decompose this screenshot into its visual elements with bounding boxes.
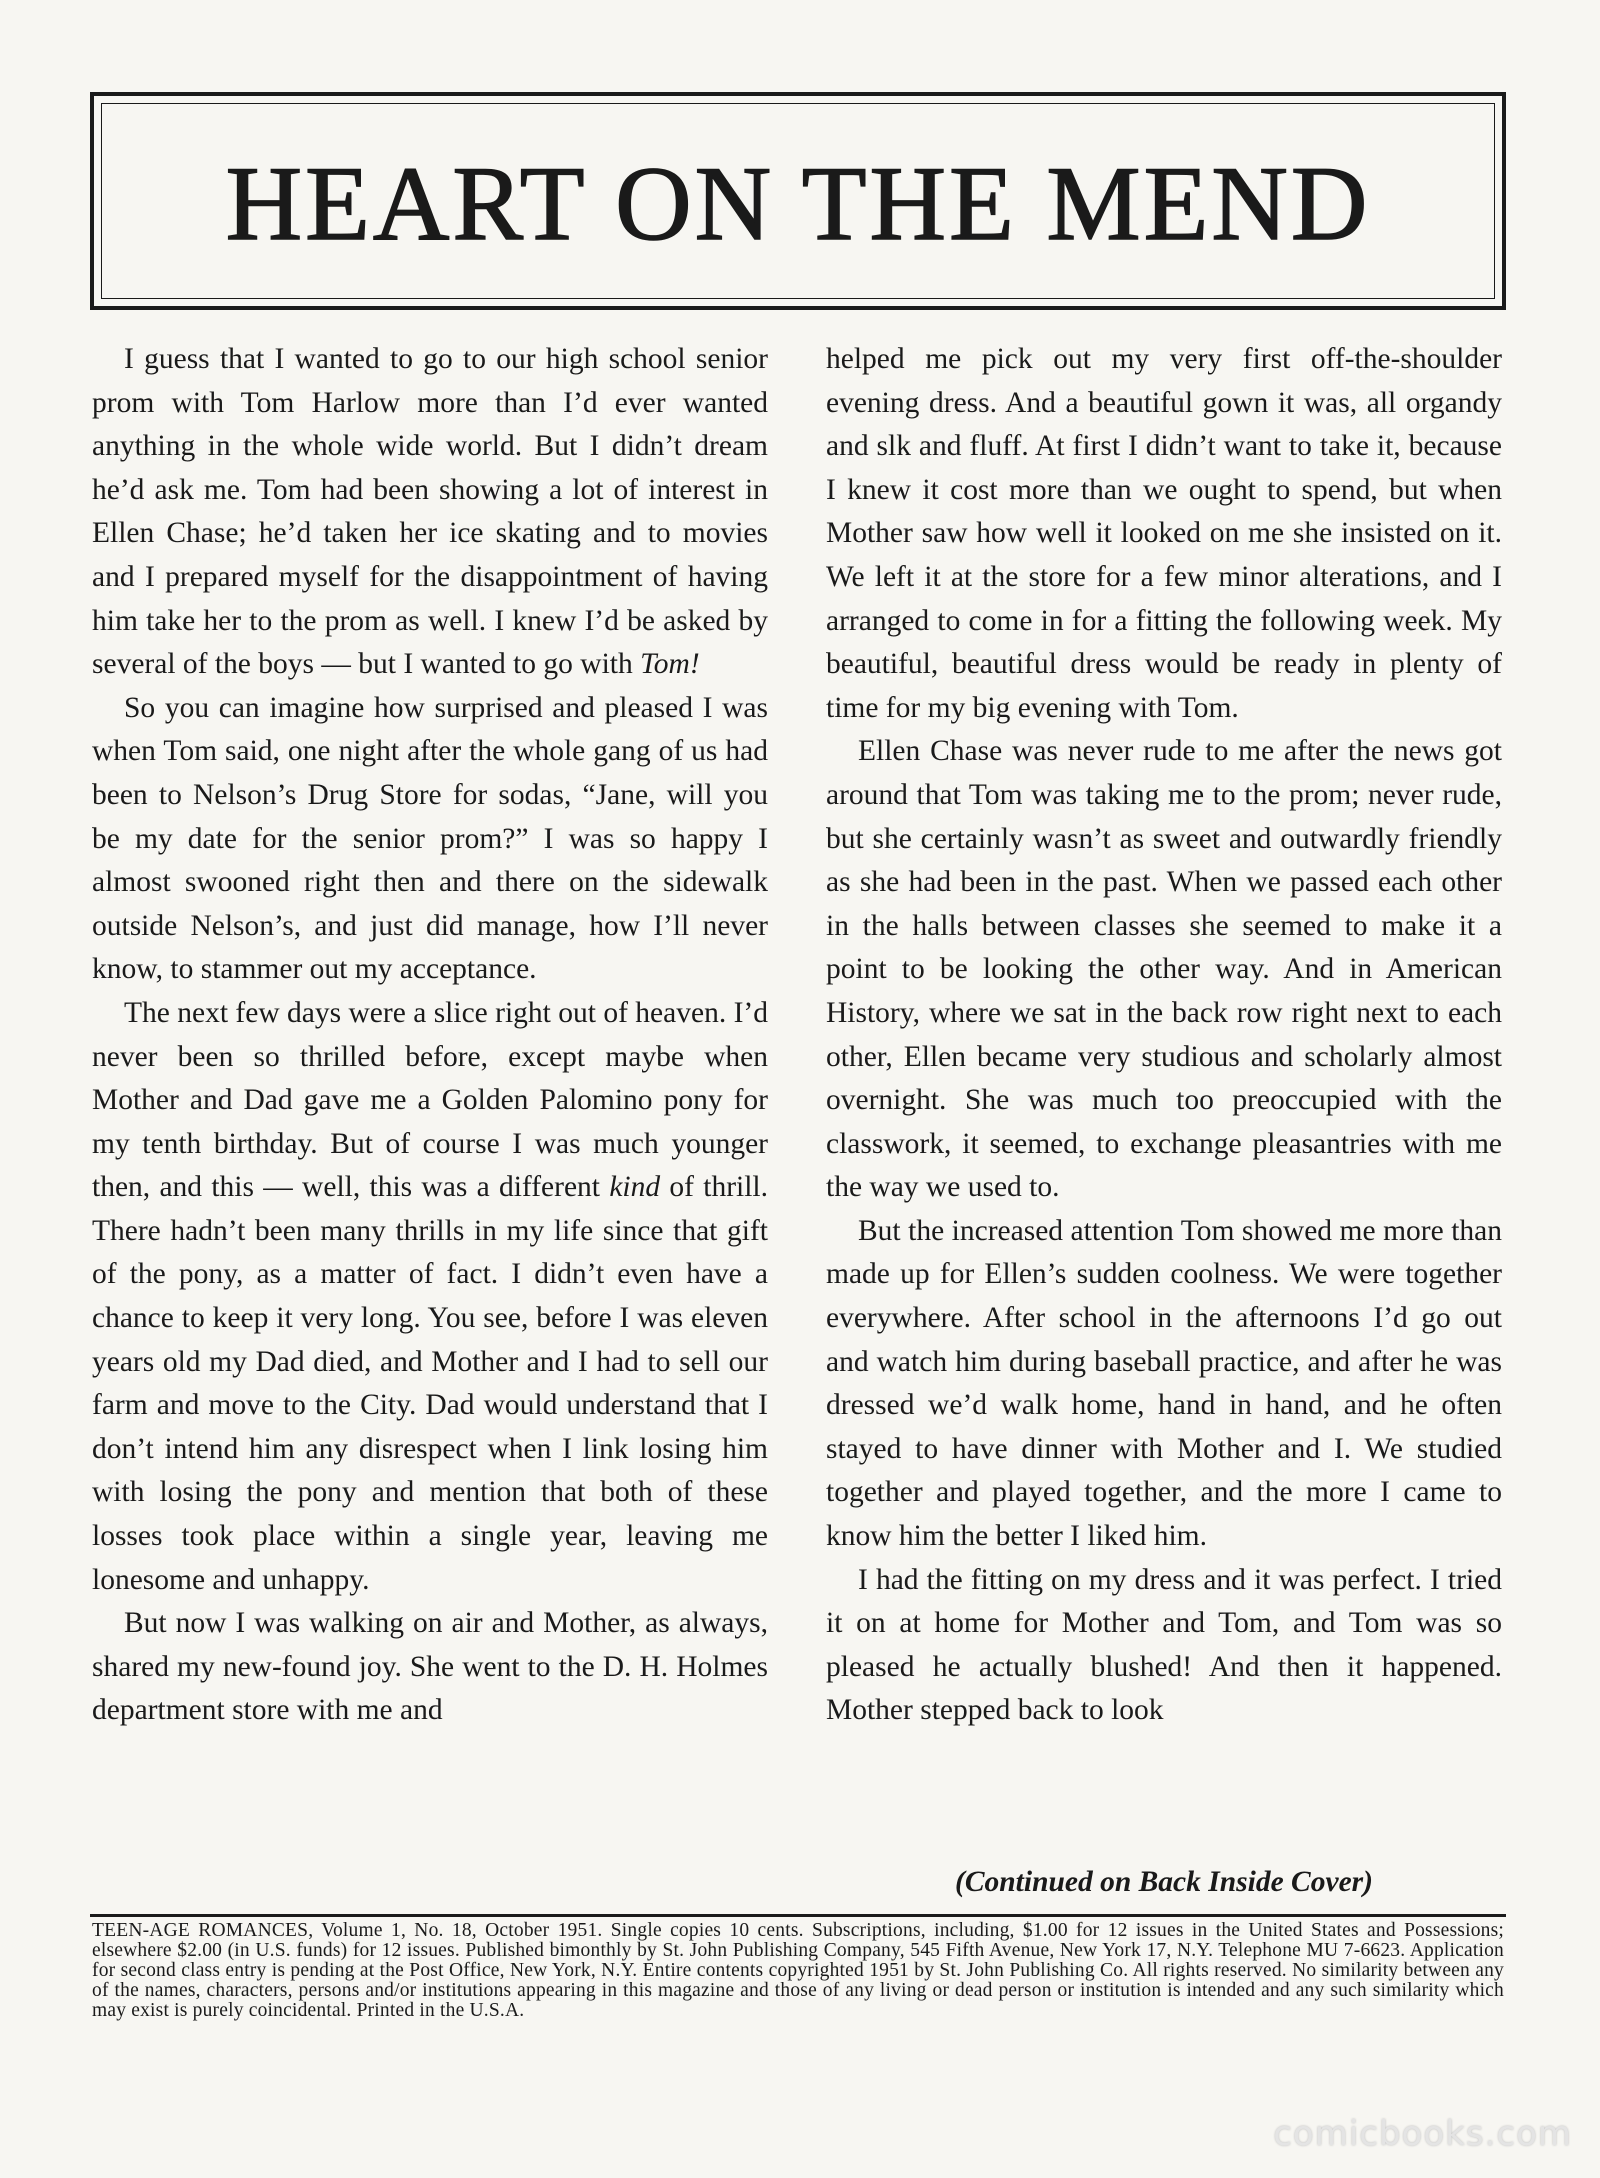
- story-paragraph: [92, 687, 768, 992]
- paragraph-text: Ellen Chase was never rude to me after the news got around that Tom was taking me to the prom; never rude, but she certainly wasn’t as sweet and outwardly friendly as she had been in the past. When we passed each other in the halls between classes she seemed to make it a point to be looking the other way. And in American History, where we sat in the back row right next to each other, Ellen became very studious and scholarly almost overnight. She was much too preoccupied with the classwork, it seemed, to exchange pleasantries with me the way we used to.: [826, 735, 1502, 1204]
- emphasis-text: kind: [609, 1171, 661, 1204]
- continued-note: (Continued on Back Inside Cover): [955, 1866, 1373, 1898]
- paragraph-text: helped me pick out my very first off-the-shoulder evening dress. And a beautiful gown it was, all organdy and slk and fluff. At first I didn’t want to take it, because I knew it cost more than we ought to spend, but when Mother saw how well it looked on me she insisted on it. We left it at the store for a few minor alterations, and I arranged to come in for a fitting the following week. My beautiful, beautiful dress would be ready in plenty of time for my big evening with Tom.: [826, 343, 1502, 724]
- story-paragraph: [826, 730, 1502, 1210]
- title-frame-inner: [101, 103, 1495, 299]
- paragraph-text: So you can imagine how surprised and pleased I was when Tom said, one night after the whole gang of us had been to Nelson’s Drug Store for sodas, “Jane, will you be my date for the senior prom?” I was so happy I almost swooned right then and there on the sidewalk outside Nelson’s, and just did manage, how I’ll never know, to stammer out my acceptance.: [92, 691, 768, 986]
- page-title: HEART ON THE MEND: [225, 145, 1371, 262]
- story-paragraph: [92, 338, 768, 687]
- story-paragraph: [826, 1559, 1502, 1733]
- paragraph-text: I had the fitting on my dress and it was perfect. I tried it on at home for Mother and Tom, and Tom was so pleased he actually blushed! And then it happened. Mother stepped back to look: [826, 1563, 1502, 1727]
- footer-rule: [90, 1914, 1506, 1917]
- story-paragraph: [92, 992, 768, 1602]
- emphasis-text: Tom!: [640, 648, 700, 681]
- left-text-column: [92, 338, 768, 1898]
- title-frame: [90, 92, 1506, 310]
- watermark-logo: comicbooks.com: [1273, 2114, 1572, 2154]
- story-paragraph: [826, 338, 1502, 730]
- paragraph-text: But now I was walking on air and Mother, as always, shared my new-found joy. She went to the D. H. Holmes department store with me and: [92, 1607, 768, 1727]
- publication-footer: TEEN-AGE ROMANCES, Volume 1, No. 18, October 1951. Single copies 10 cents. Subscriptions, including, $1.00 for 12 issues in the United States and Possessions; elsewhere $2.00 (in U.S. funds) for 12 issues. Published bimonthly by St. John Publishing Company, 545 Fifth Avenue, New York 17, N.Y. Telephone MU 7-6623. Application for second class entry is pending at the Post Office, New York, N.Y. Entire contents copyrighted 1951 by St. John Publishing Co. All rights reserved. No similarity between any of the names, characters, persons and/or institutions appearing in this magazine and those of any living or dead person or institution is intended and any such similarity which may exist is purely coincidental. Printed in the U.S.A.: [92, 1920, 1504, 2021]
- paragraph-text: of thrill. There hadn’t been many thrills in my life since that gift of the pony, as a matter of fact. I didn’t even have a chance to keep it very long. You see, before I was eleven years old my Dad died, and Mother and I had to sell our farm and move to the City. Dad would understand that I don’t intend him any disrespect when I link losing him with losing the pony and mention that both of these losses took place within a single year, leaving me lonesome and unhappy.: [92, 1171, 768, 1596]
- story-paragraph: [826, 1210, 1502, 1559]
- right-text-column: [826, 338, 1502, 1898]
- paragraph-text: I guess that I wanted to go to our high school senior prom with Tom Harlow more than I’d ever wanted anything in the whole wide world. But I didn’t dream he’d ask me. Tom had been showing a lot of interest in Ellen Chase; he’d taken her ice skating and to movies and I prepared myself for the disappointment of having him take her to the prom as well. I knew I’d be asked by several of the boys — but I wanted to go with: [92, 343, 768, 681]
- story-paragraph: [92, 1602, 768, 1733]
- paragraph-text: But the increased attention Tom showed me more than made up for Ellen’s sudden coolness. We were together everywhere. After school in the afternoons I’d go out and watch him during baseball practice, and after he was dressed we’d walk home, hand in hand, and he often stayed to have dinner with Mother and I. We studied together and played together, and the more I came to know him the better I liked him.: [826, 1214, 1502, 1553]
- paragraph-text: The next few days were a slice right out of heaven. I’d never been so thrilled before, except maybe when Mother and Dad gave me a Golden Palomino pony for my tenth birthday. But of course I was much younger then, and this — well, this was a different: [92, 996, 768, 1204]
